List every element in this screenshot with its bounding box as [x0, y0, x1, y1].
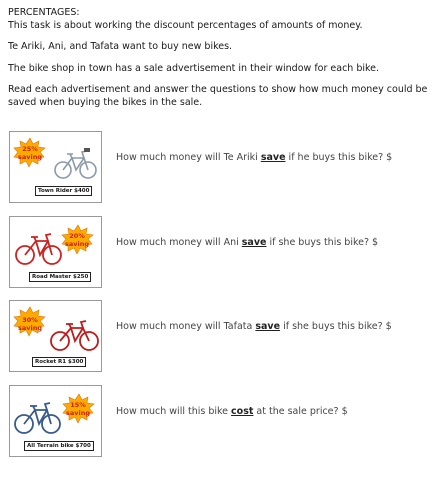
advert-card-road-master: [9, 216, 102, 288]
intro-line-2: Te Ariki, Ani, and Tafata want to buy new bikes.: [8, 41, 233, 52]
question-4: How much will this bike cost at the sale price? $: [116, 406, 348, 417]
question-keyword: save: [255, 321, 281, 332]
saving-word: saving: [64, 240, 89, 248]
bike-price-label: Road Master $250: [29, 272, 91, 282]
bike-price-label: All Terrain bike $700: [24, 441, 94, 451]
intro-line-1: This task is about working the discount percentages of amounts of money.: [8, 19, 363, 31]
saving-word: saving: [65, 409, 90, 417]
advert-card-town-rider: [9, 131, 102, 203]
bike-price-label: Town Rider $400: [35, 186, 92, 196]
saving-percent: 20%: [69, 232, 85, 240]
intro-section: [8, 7, 428, 109]
question-keyword: cost: [231, 406, 254, 417]
question-keyword: save: [241, 237, 267, 248]
saving-word: saving: [17, 324, 42, 332]
question-1: How much money will Te Ariki save if he buys this bike? $: [116, 152, 393, 163]
intro-heading: PERCENTAGES:: [8, 7, 80, 18]
saving-word: saving: [17, 153, 42, 161]
saving-percent: 15%: [70, 401, 86, 409]
intro-line-3: The bike shop in town has a sale advertisement in their window for each bike.: [8, 62, 380, 74]
advert-card-all-terrain: [9, 385, 102, 457]
question-2: How much money will Ani save if she buys this bike? $: [116, 237, 379, 248]
bike-price-label: Rocket R1 $300: [32, 357, 86, 367]
intro-line-4: Read each advertisement and answer the questions to show how much money could be saved when buying the bikes in the sale.: [8, 84, 428, 108]
question-3: How much money will Tafata save if she buys this bike? $: [116, 321, 392, 332]
saving-percent: 30%: [22, 316, 38, 324]
question-keyword: save: [260, 152, 286, 163]
saving-percent: 25%: [22, 145, 38, 153]
advert-card-rocket-r1: [9, 300, 102, 372]
